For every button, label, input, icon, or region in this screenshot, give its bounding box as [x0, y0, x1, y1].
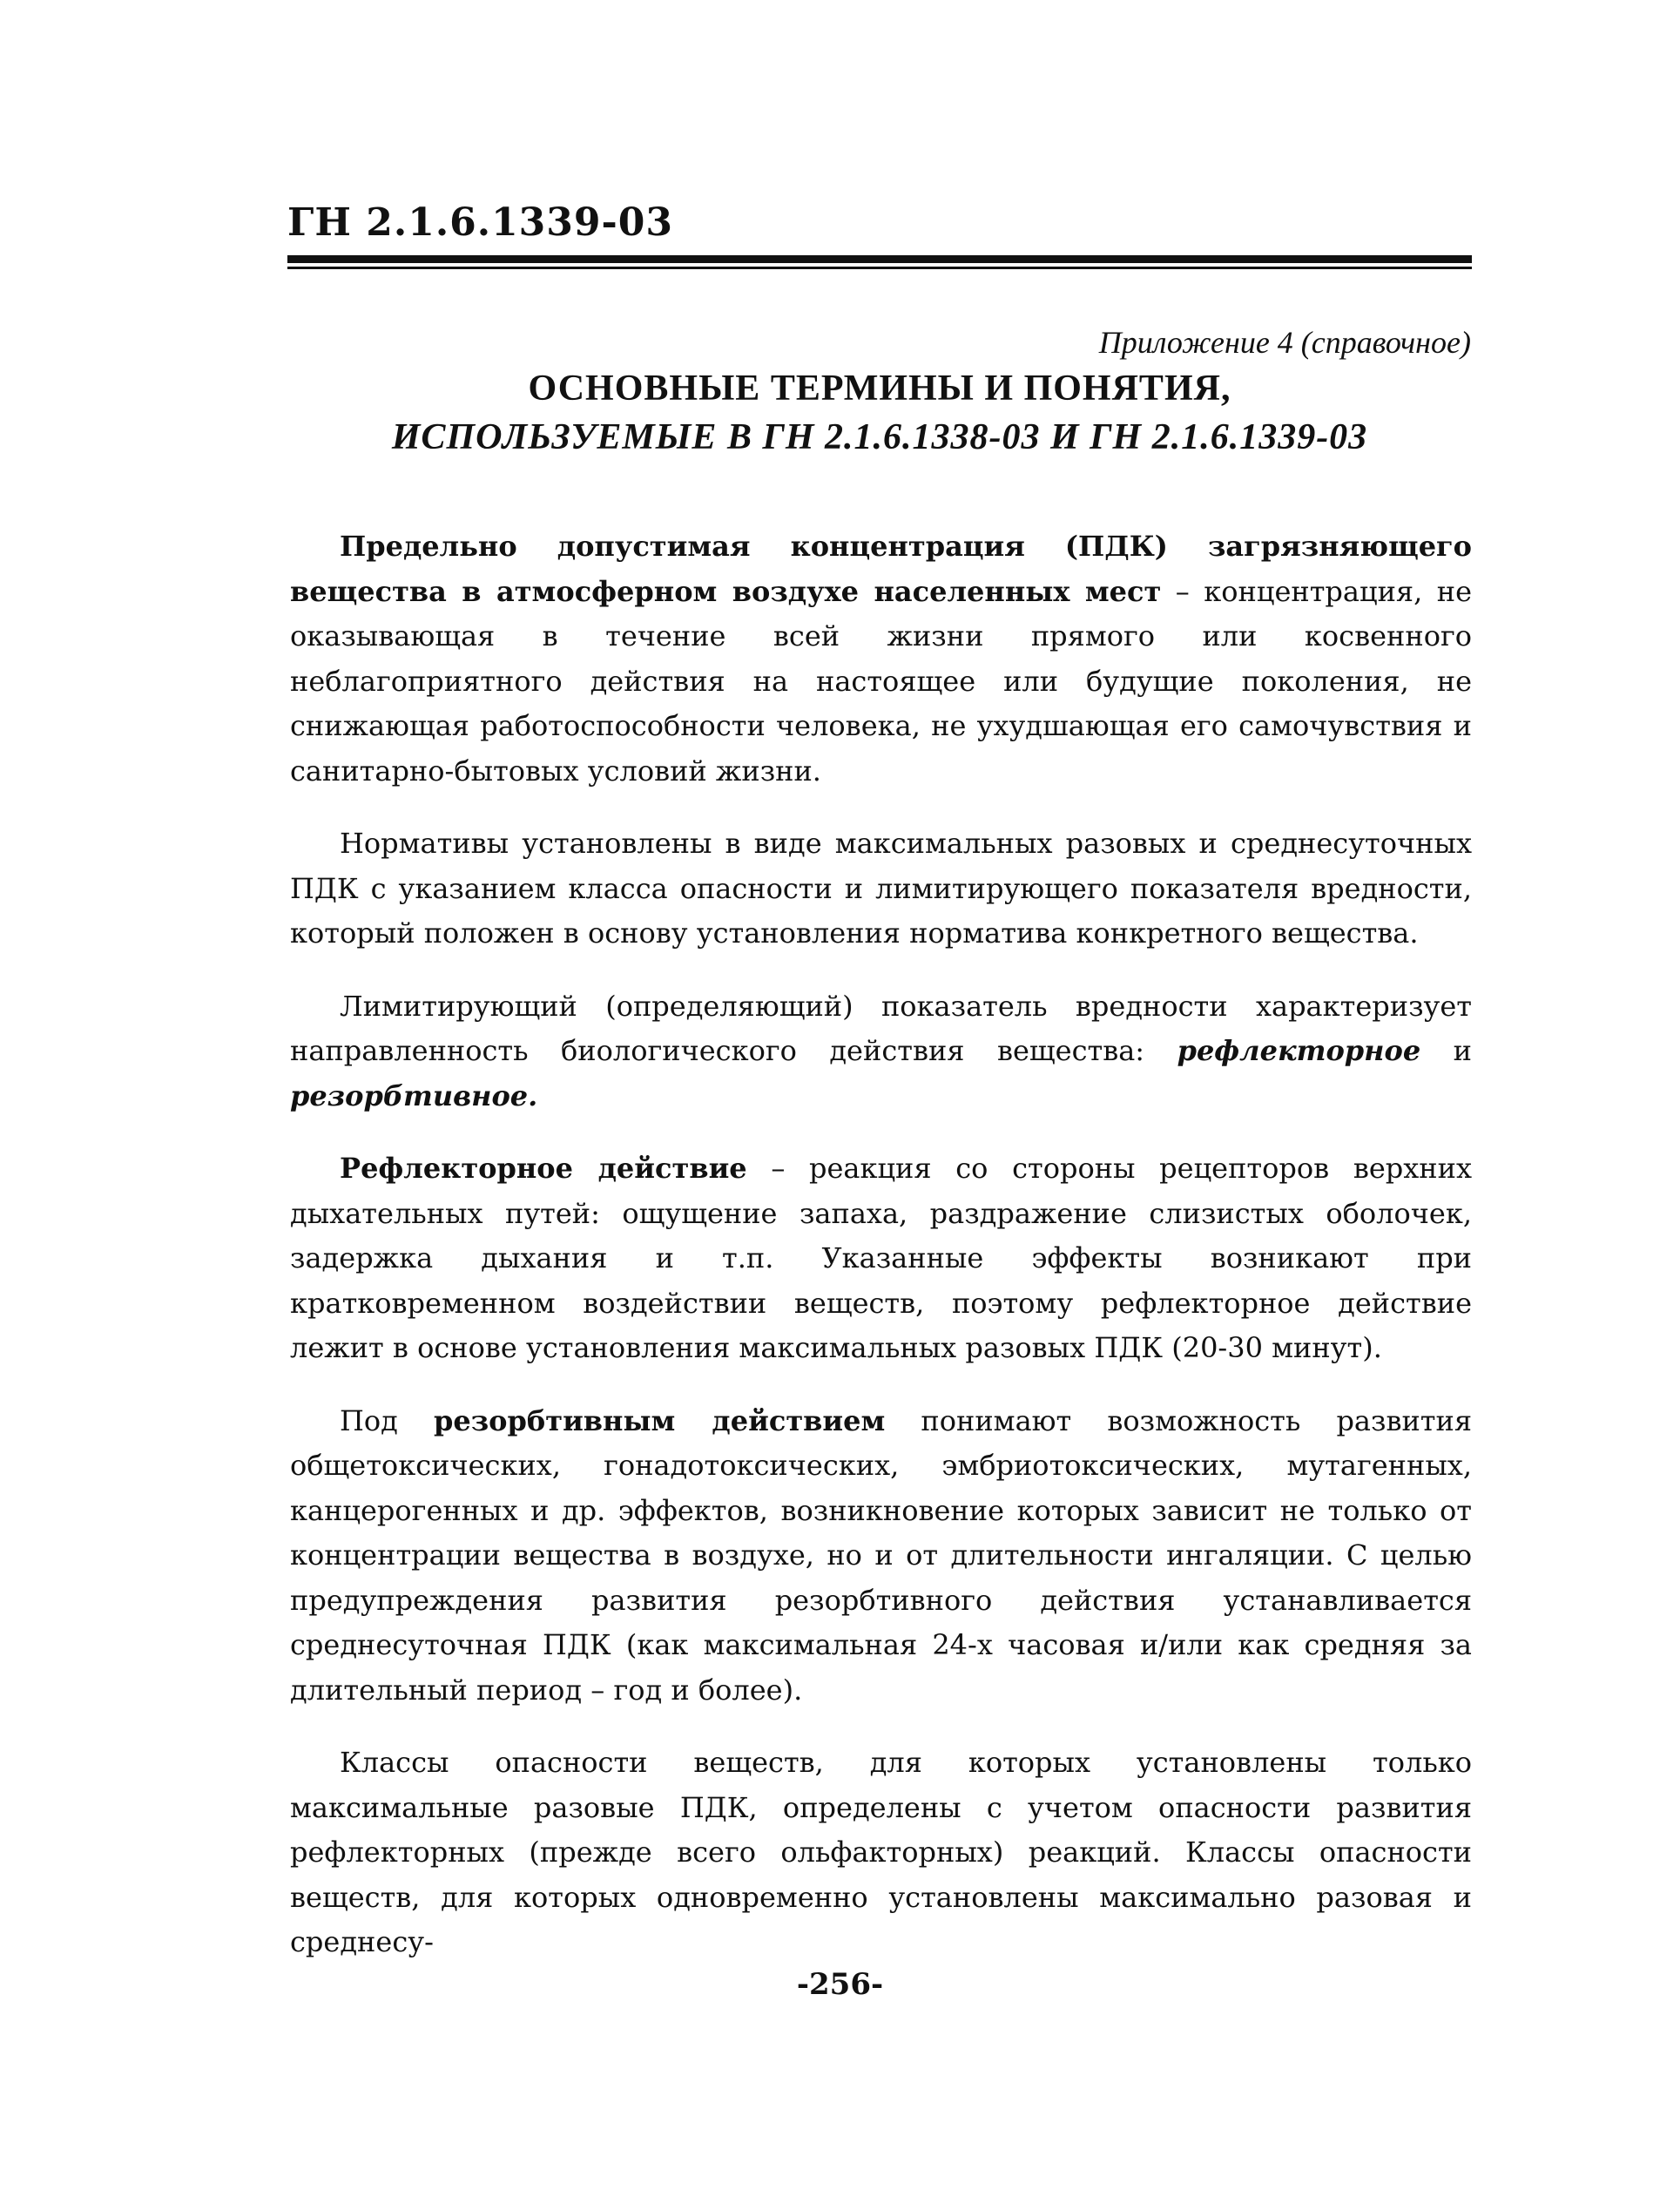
- paragraph-text: понимают возможность развития общетоксических, гонадотоксических, эмбриотоксических, мутагенных, канцерогенных и др. эффектов, возникновение которых зависит не только от концентрации вещества в воздухе, но и от длительности ингаляции. С целью предупреждения развития резорбтивного действия устанавливается среднесуточная ПДК (как максимальная 24-х часовая и/или как средняя за длительный период – год и более).: [290, 1403, 1473, 1707]
- paragraph-pdk-definition: [290, 524, 1472, 794]
- paragraph-limiting-indicator: [290, 984, 1472, 1119]
- paragraph-text: Классы опасности веществ, для которых установлены только максимальные разовые ПДК, определены с учетом опасности развития рефлекторных (прежде всего ольфакторных) реакций. Классы опасности веществ, для которых одновременно установлены максимально разовая и среднесу-: [290, 1746, 1472, 1958]
- term-resorptive-action: резорбтивным действием: [434, 1403, 886, 1437]
- term-reflex-emphasis: рефлекторное: [1177, 1034, 1421, 1067]
- main-title-line-2: ИСПОЛЬЗУЕМЫЕ В ГН 2.1.6.1338-03 И ГН 2.1.6.1339-03: [391, 417, 1368, 457]
- paragraph-text: и: [1420, 1034, 1473, 1067]
- page-number: -256-: [796, 1967, 884, 2002]
- header-rule-thin: [287, 267, 1472, 269]
- paragraph-hazard-classes: [290, 1741, 1472, 1965]
- main-title-line-1: ОСНОВНЫЕ ТЕРМИНЫ И ПОНЯТИЯ,: [528, 368, 1231, 409]
- paragraph-norms: [290, 821, 1472, 957]
- body-text: [290, 524, 1472, 1993]
- term-pdk: Предельно допустимая концентрация (ПДК) загрязняющего вещества в атмосферном воздухе населенных мест: [290, 530, 1472, 608]
- paragraph-text: – концентрация, не оказывающая в течение всей жизни прямого или косвенного неблагоприятного действия на настоящее или будущие поколения, не снижающая работоспособности человека, не ухудшающая его самочувствия и санитарно-бытовых условий жизни.: [290, 574, 1473, 788]
- paragraph-text: Лимитирующий (определяющий) показатель вредности характеризует направленность биологического действия вещества:: [290, 989, 1472, 1067]
- paragraph-resorptive-action: [290, 1399, 1472, 1714]
- paragraph-text: Нормативы установлены в виде максимальных разовых и среднесуточных ПДК с указанием класса опасности и лимитирующего показателя вредности, который положен в основу установления норматива конкретного вещества.: [290, 827, 1472, 950]
- appendix-label: Приложение 4 (справочное): [1098, 325, 1471, 360]
- term-resorptive-emphasis: резорбтивное.: [290, 1078, 538, 1112]
- header-rule-thick: [287, 255, 1472, 263]
- running-header: ГН 2.1.6.1339-03: [287, 200, 674, 245]
- term-reflex-action: Рефлекторное действие: [340, 1152, 747, 1185]
- paragraph-reflex-action: [290, 1146, 1472, 1371]
- paragraph-text: Под: [340, 1403, 435, 1437]
- paragraph-text: – реакция со стороны рецепторов верхних дыхательных путей: ощущение запаха, раздражение слизистых оболочек, задержка дыхания и т.п. Указанные эффекты возникают при кратковременном воздействии веществ, поэтому рефлекторное действие лежит в основе установления максимальных разовых ПДК (20-30 минут).: [290, 1152, 1473, 1364]
